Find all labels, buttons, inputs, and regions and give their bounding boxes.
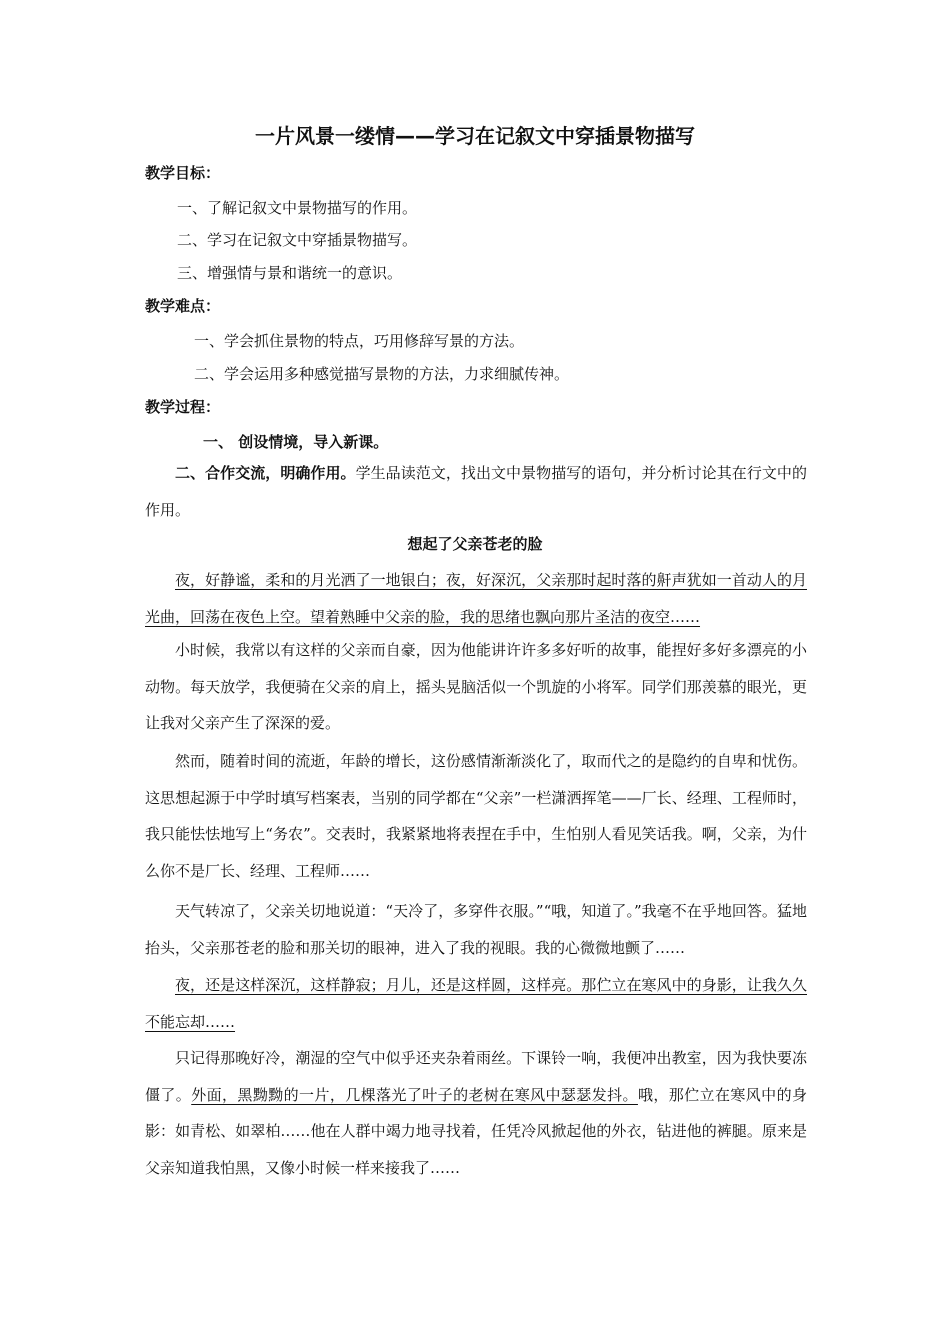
process-heading: 教学过程： <box>145 398 221 416</box>
essay-paragraph-6 <box>145 1040 807 1186</box>
difficulties-heading: 教学难点： <box>145 297 221 315</box>
essay-paragraph-6-part-2: 哦，那伫立在寒风中的身影：如青松、如翠柏……他在人群中竭力地寻找着，任凭冷风掀起他的外衣，钻进他的裤腿。原来是父亲知道我怕黑，又像小时候一样来接我了…… <box>145 1085 807 1177</box>
essay-paragraph-6-part-1: 只记得那晚好冷，潮湿的空气中似乎还夹杂着雨丝。下课铃一响，我便冲出教室，因为我快要冻僵了。 <box>145 1049 807 1104</box>
goal-item-3: 三、增强情与景和谐统一的意识。 <box>177 264 403 282</box>
essay-paragraph-4: 天气转凉了，父亲关切地说道：“天冷了，多穿件衣服。”“哦，知道了。”我毫不在乎地回答。猛地抬头，父亲那苍老的脸和那关切的眼神，进入了我的视眼。我的心微微地颤了…… <box>145 902 807 957</box>
process-step-1: 一、 创设情境，导入新课。 <box>203 433 389 451</box>
process-step-2-text: 学生品读范文，找出文中景物描写的语句，并分析讨论其在行文中的作用。 <box>145 464 807 519</box>
essay-title: 想起了父亲苍老的脸 <box>407 535 543 553</box>
goal-item-2: 二、学习在记叙文中穿插景物描写。 <box>177 231 418 249</box>
essay-paragraph-2: 小时候，我常以有这样的父亲而自豪，因为他能讲许许多多好听的故事，能捏好多好多漂亮的小动物。每天放学，我便骑在父亲的肩上，摇头晃脑活似一个凯旋的小将军。同学们那羡慕的眼光，更让我对父亲产生了深深的爱。 <box>145 641 807 732</box>
goals-heading: 教学目标： <box>145 164 221 182</box>
essay-paragraph-1: 夜，好静谧，柔和的月光洒了一地银白；夜，好深沉，父亲那时起时落的鼾声犹如一首动人的月光曲，回荡在夜色上空。望着熟睡中父亲的脸，我的思绪也飘向那片圣洁的夜空…… <box>145 571 807 626</box>
difficulty-item-1: 一、学会抓住景物的特点，巧用修辞写景的方法。 <box>194 332 525 350</box>
essay-paragraph-5: 夜，还是这样深沉，这样静寂；月儿，还是这样圆，这样亮。那伫立在寒风中的身影，让我久久不能忘却…… <box>145 976 807 1031</box>
process-step-2 <box>145 455 807 528</box>
essay-paragraph-3: 然而，随着时间的流逝，年龄的增长，这份感情渐渐淡化了，取而代之的是隐约的自卑和忧伤。这思想起源于中学时填写档案表，当别的同学都在“父亲”一栏潇洒挥笔——厂长、经理、工程师时，我只能怯怯地写上“务农”。交表时，我紧紧地将表捏在手中，生怕别人看见笑话我。啊，父亲，为什么你不是厂长、经理、工程师…… <box>145 752 807 880</box>
process-step-2-heading: 二、合作交流，明确作用。 <box>175 464 356 482</box>
document-title: 一片风景一缕情——学习在记叙文中穿插景物描写 <box>255 124 695 148</box>
essay-paragraph-6-scene: 外面，黑黝黝的一片，几棵落光了叶子的老树在寒风中瑟瑟发抖。 <box>191 1085 638 1104</box>
difficulty-item-2: 二、学会运用多种感觉描写景物的方法，力求细腻传神。 <box>194 365 570 383</box>
goal-item-1: 一、了解记叙文中景物描写的作用。 <box>177 199 418 217</box>
